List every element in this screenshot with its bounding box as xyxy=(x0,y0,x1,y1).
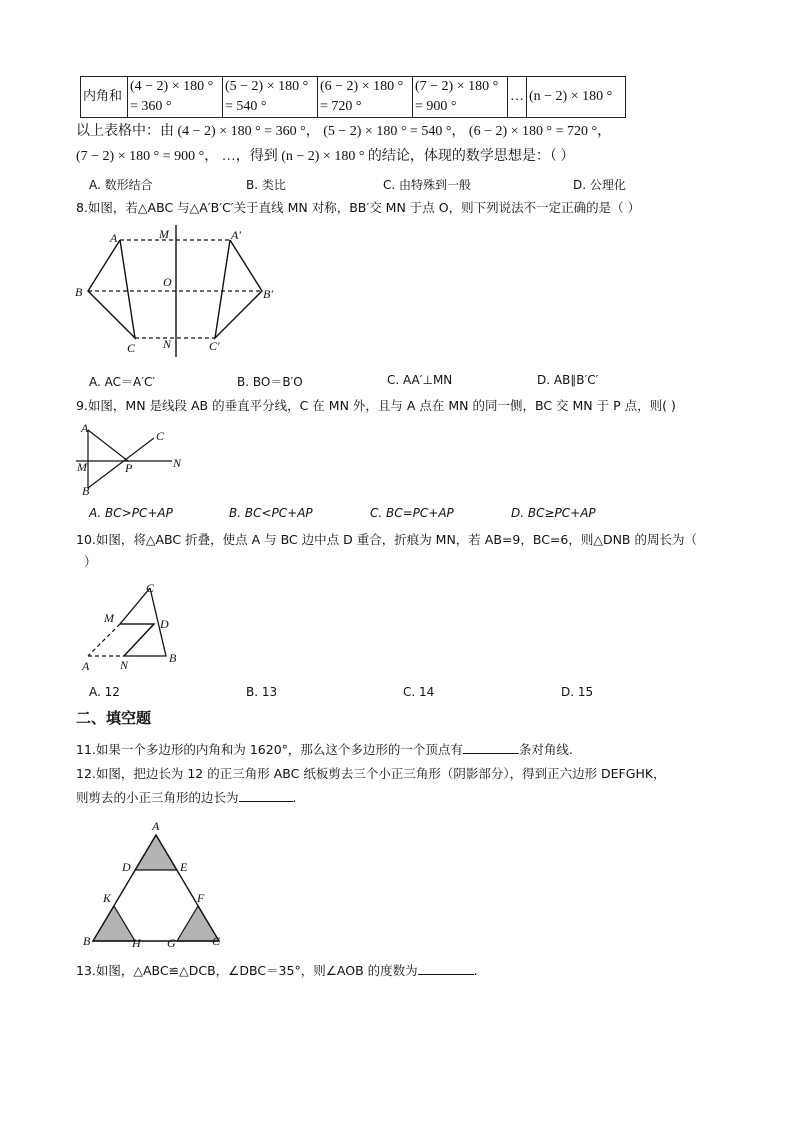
cell-bottom: = 720 ° xyxy=(320,99,362,114)
q10-option-c[interactable]: C. 14 xyxy=(403,685,435,699)
cell-bottom: = 540 ° xyxy=(225,99,267,114)
q12-text-before: 则剪去的小正三角形的边长为 xyxy=(76,790,239,805)
q11-text xyxy=(76,740,573,760)
label-c: C xyxy=(146,581,155,595)
q12-text-line2 xyxy=(76,788,297,808)
label-a: A xyxy=(152,819,160,833)
q9-option-b[interactable]: B. BC<PC+AP xyxy=(229,506,313,520)
label-n: N xyxy=(173,456,182,470)
q10-option-a[interactable]: A. 12 xyxy=(89,685,120,699)
q13-text xyxy=(76,961,478,981)
label-m: M xyxy=(159,227,169,241)
q10-figure xyxy=(74,578,194,674)
q8-option-a[interactable]: A. AC＝A′C′ xyxy=(89,375,156,389)
cell-top: (n − 2) × 180 ° xyxy=(529,89,613,104)
label-n: N xyxy=(120,658,129,672)
label-c: C xyxy=(156,429,165,443)
label-b: B xyxy=(83,934,91,948)
q8-option-c[interactable]: C. AA′⊥MN xyxy=(387,373,453,387)
cell-top: … xyxy=(510,89,524,104)
q8-option-b[interactable]: B. BO＝B′O xyxy=(237,375,303,389)
q7-option-a[interactable]: A. 数形结合 xyxy=(89,178,153,192)
label-b-prime: B′ xyxy=(263,287,273,301)
q11-answer-blank[interactable] xyxy=(463,753,519,754)
label-m: M xyxy=(104,611,114,625)
q13-text-after: . xyxy=(473,963,478,978)
q13-text-before: 13.如图，△ABC≌△DCB，∠DBC＝35°，则∠AOB 的度数为 xyxy=(76,963,418,978)
cell-top: (4 − 2) × 180 ° xyxy=(130,79,214,94)
q12-text-after: . xyxy=(292,790,297,805)
cell-bottom: = 360 ° xyxy=(130,99,172,114)
label-f: F xyxy=(197,891,205,905)
table-cell xyxy=(413,77,508,118)
label-o: O xyxy=(163,275,172,289)
q10-option-b[interactable]: B. 13 xyxy=(246,685,278,699)
q9-option-c[interactable]: C. BC=PC+AP xyxy=(370,506,454,520)
q9-option-d[interactable]: D. BC≥PC+AP xyxy=(511,506,596,520)
label-c-prime: C′ xyxy=(209,339,220,353)
q12-text-line1: 12.如图，把边长为 12 的正三角形 ABC 纸板剪去三个小正三角形（阴影部分），得到正六边形 DEFGHK， xyxy=(76,766,666,781)
label-d: D xyxy=(160,617,169,631)
q10-option-d[interactable]: D. 15 xyxy=(561,685,594,699)
q9-figure xyxy=(74,420,194,500)
label-e: E xyxy=(180,860,188,874)
label-k: K xyxy=(103,891,112,905)
table-row-header: 内角和 xyxy=(81,77,128,118)
label-m: M xyxy=(77,460,87,474)
label-c: C xyxy=(127,341,136,355)
label-p: P xyxy=(125,461,133,475)
q8-text: 8.如图，若△ABC 与△A′B′C′关于直线 MN 对称，BB′交 MN 于点 O，则下列说法不一定正确的是（ ） xyxy=(76,200,641,215)
cell-top: (7 − 2) × 180 ° xyxy=(415,79,499,94)
table-cell xyxy=(318,77,413,118)
q7-line1: 以上表格中：由 (4 − 2) × 180 ° = 360 °， (5 − 2) × 180 ° = 540 °， (6 − 2) × 180 ° = 720 °， xyxy=(76,124,612,139)
q10-text-line2: ） xyxy=(84,554,97,569)
section-title-fill-blank: 二、填空题 xyxy=(76,709,152,727)
label-b: B xyxy=(169,651,177,665)
q12-figure xyxy=(80,818,230,954)
q11-text-after: 条对角线. xyxy=(518,742,573,757)
label-a-prime: A′ xyxy=(231,228,241,242)
label-b: B xyxy=(82,484,90,498)
label-a: A xyxy=(81,421,89,435)
q8-option-d[interactable]: D. AB∥B′C′ xyxy=(537,373,599,387)
cell-top: (5 − 2) × 180 ° xyxy=(225,79,309,94)
q9-text: 9.如图，MN 是线段 AB 的垂直平分线，C 在 MN 外，且与 A 点在 MN 的同一侧，BC 交 MN 于 P 点，则( ) xyxy=(76,398,676,413)
q8-figure xyxy=(70,222,280,362)
q9-option-a[interactable]: A. BC>PC+AP xyxy=(89,506,173,520)
label-c: C xyxy=(212,934,221,948)
table-cell xyxy=(508,77,527,118)
table-cell xyxy=(527,77,626,118)
label-d: D xyxy=(122,860,131,874)
q11-text-before: 11.如果一个多边形的内角和为 1620°，那么这个多边形的一个顶点有 xyxy=(76,742,463,757)
cell-top: (6 − 2) × 180 ° xyxy=(320,79,404,94)
q7-option-b[interactable]: B. 类比 xyxy=(246,178,286,192)
label-h: H xyxy=(132,936,141,950)
table-cell xyxy=(223,77,318,118)
cell-bottom: = 900 ° xyxy=(415,99,457,114)
q10-text-line1: 10.如图，将△ABC 折叠，使点 A 与 BC 边中点 D 重合，折痕为 MN，若 AB=9，BC=6，则△DNB 的周长为（ xyxy=(76,532,697,547)
q12-answer-blank[interactable] xyxy=(239,801,293,802)
label-g: G xyxy=(167,936,176,950)
q7-option-d[interactable]: D. 公理化 xyxy=(573,178,626,192)
interior-angle-table xyxy=(80,76,626,118)
label-a: A xyxy=(110,231,118,245)
label-b: B xyxy=(75,285,83,299)
q7-line2: (7 − 2) × 180 ° = 900 °， …，得到 (n − 2) × 180 ° 的结论，体现的数学思想是：（ ） xyxy=(76,149,575,164)
label-a: A xyxy=(82,659,90,673)
label-n: N xyxy=(163,337,172,351)
q7-option-c[interactable]: C. 由特殊到一般 xyxy=(383,178,472,192)
table-cell xyxy=(128,77,223,118)
q13-answer-blank[interactable] xyxy=(418,974,474,975)
